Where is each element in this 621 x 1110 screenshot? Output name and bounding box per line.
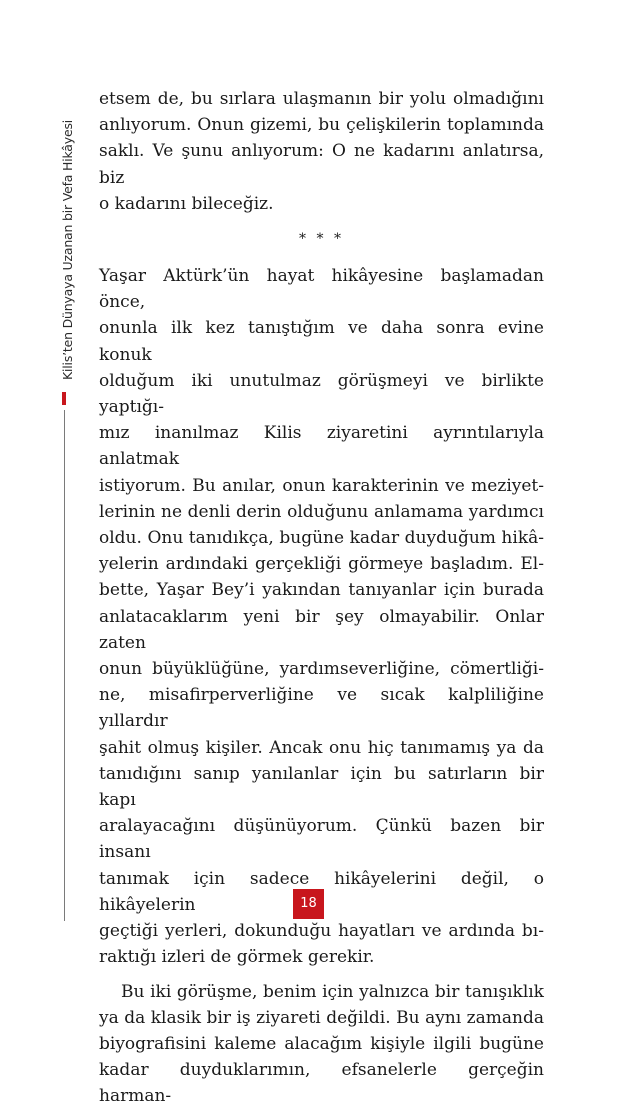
text-line: olduğum iki unutulmaz görüşmeyi ve birlikte yaptığı- [99,370,544,418]
text-line: anlatacaklarım yeni bir şey olmayabilir. Onlar zaten [99,606,544,653]
paragraph-3 [99,979,544,1110]
text-line: raktığı izleri de görmek gerekir. [99,947,375,968]
text-line: yelerin ardındaki gerçekliği görmeye başladım. El- [99,554,544,575]
text-line: aralayacağını düşünüyorum. Çünkü bazen bir insanı [99,816,544,863]
text-line: etsem de, bu sırlara ulaşmanın bir yolu olmadığını [99,89,544,109]
section-separator: * * * [299,231,344,248]
paragraph-1 [99,86,544,217]
margin-rule [64,410,65,921]
page-number: 18 [293,889,324,919]
text-line: Bu iki görüşme, benim için yalnızca bir tanışıklık [121,981,544,1002]
running-title-text: Kilis’ten Dünyaya Uzanan bir Vefa Hikâyesi [60,119,75,380]
page-body [99,86,544,1110]
text-line: ne, misafirperverliğine ve sıcak kalpliliğine yıllardır [99,685,544,732]
text-line: saklı. Ve şunu anlıyorum: O ne kadarını anlatırsa, biz [99,141,544,188]
text-line: kadar duyduklarımın, efsanelerle gerçeğin harman- [99,1060,544,1107]
text-line: tanıdığını sanıp yanılanlar için bu satırların bir kapı [99,763,544,811]
text-line: Yaşar Aktürk’ün hayat hikâyesine başlamadan önce, [99,266,544,313]
text-line: şahit olmuş kişiler. Ancak onu hiç tanımamış ya da [99,737,544,758]
running-title [58,80,78,380]
text-line: istiyorum. Bu anılar, onun karakterinin ve meziyet- [99,475,544,496]
text-line: geçtiği yerleri, dokunduğu hayatları ve ardında bı- [99,921,544,942]
paragraph-2 [99,263,544,970]
text-line: ya da klasik bir iş ziyareti değildi. Bu aynı zamanda [99,1007,544,1028]
text-line: onun büyüklüğüne, yardımseverliğine, cömertliği- [99,659,544,680]
text-line: tanımak için sadece hikâyelerini değil, o hikâyelerin [99,868,544,915]
text-line: bette, Yaşar Bey’i yakından tanıyanlar için burada [99,580,544,601]
text-line: mız inanılmaz Kilis ziyaretini ayrıntılarıyla anlatmak [99,423,544,470]
text-line: lerinin ne denli derin olduğunu anlamama yardımcı [99,501,544,522]
text-line: onunla ilk kez tanıştığım ve daha sonra evine konuk [99,318,544,365]
text-line: oldu. Onu tanıdıkça, bugüne kadar duyduğum hikâ- [99,528,544,549]
text-line: biyografisini kaleme alacağım kişiyle ilgili bugüne [99,1033,544,1054]
text-line: o kadarını bileceğiz. [99,193,274,214]
running-title-marker [62,392,66,405]
text-line: anlıyorum. Onun gizemi, bu çelişkilerin toplamında [99,115,544,136]
